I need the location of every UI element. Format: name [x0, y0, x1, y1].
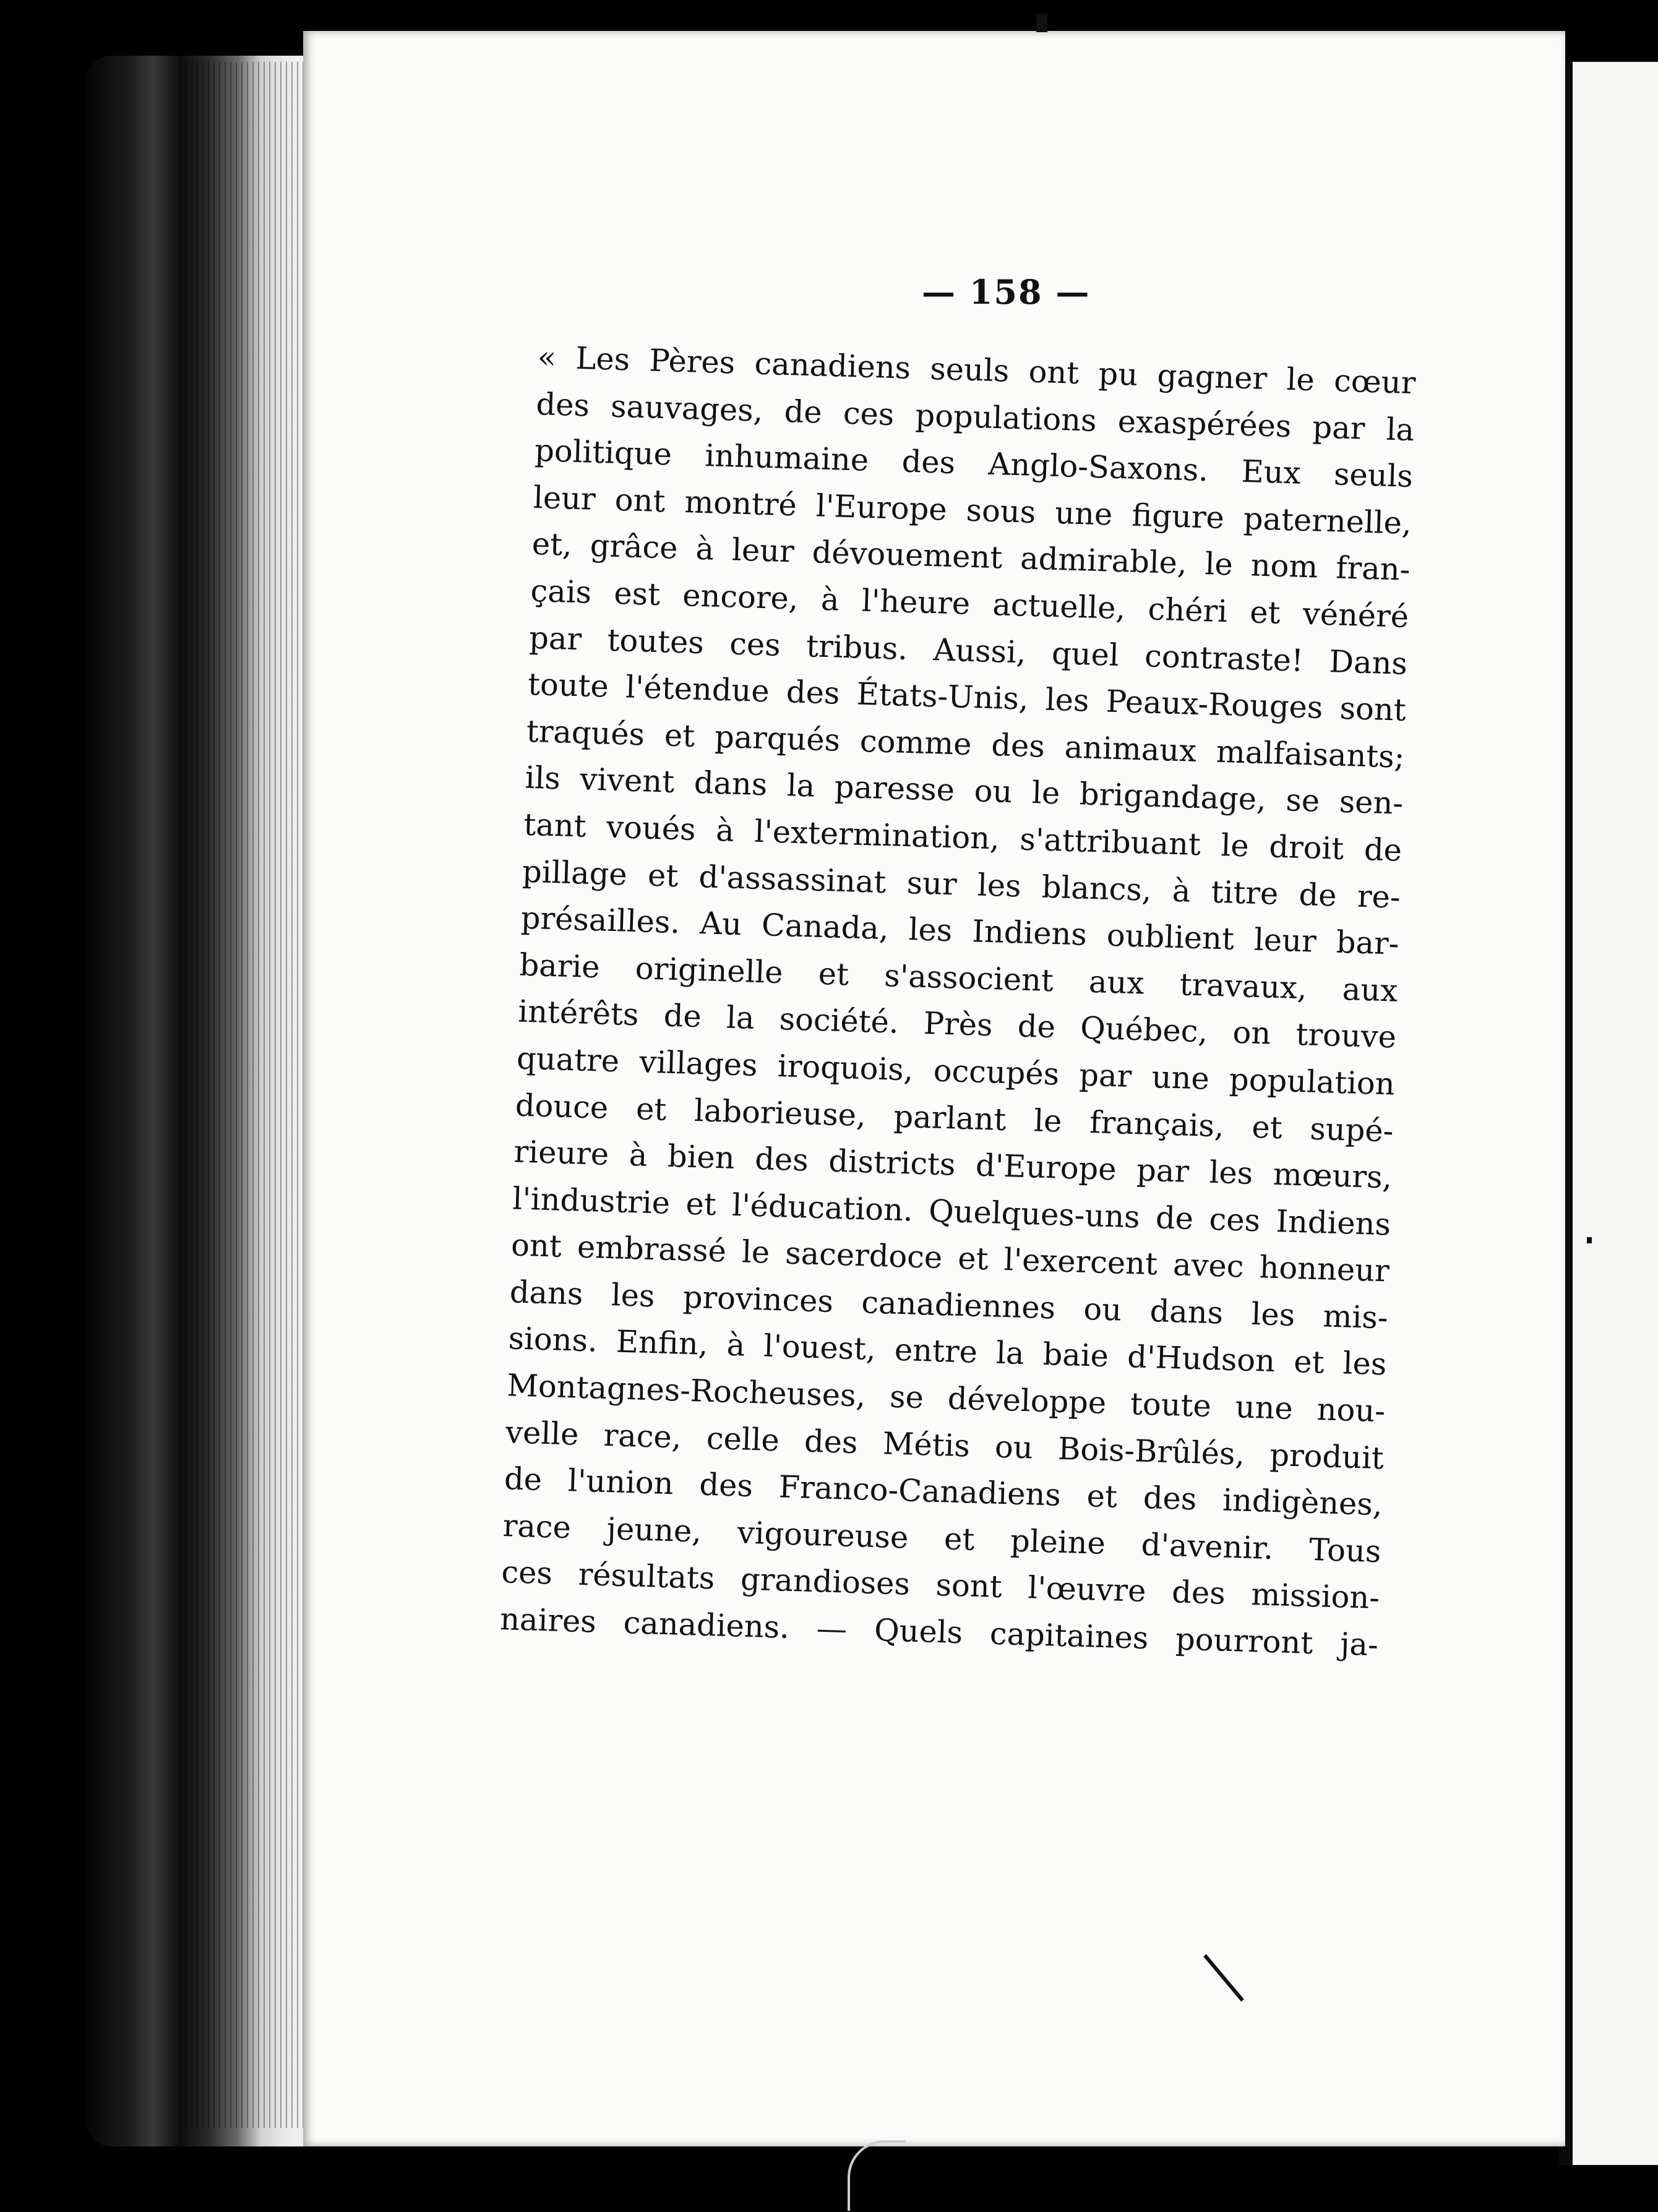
ink-speck [1036, 14, 1047, 32]
text-line: ils vivent dans la paresse ou le brigandage, se sen- [524, 760, 1404, 822]
text-line: par toutes ces tribus. Aussi, quel contraste! Dans [528, 619, 1408, 682]
text-line: rieure à bien des districts d'Europe par les mœurs, [513, 1133, 1393, 1196]
body-text [499, 334, 1416, 1695]
text-line: barie originelle et s'associent aux travaux, aux [518, 946, 1398, 1009]
text-line: leur ont montré l'Europe sous une figure paternelle, [533, 479, 1412, 541]
text-line: velle race, celle des Métis ou Bois-Brûlés, produit [505, 1413, 1385, 1476]
text-line: çais est encore, à l'heure actuelle, chéri et vénéré [530, 572, 1409, 635]
text-line: dans les provinces canadiennes ou dans les mis- [509, 1274, 1389, 1336]
text-line: naires canadiens. — Quels capitaines pourront ja- [499, 1601, 1379, 1663]
text-line: et, grâce à leur dévouement admirable, le nom fran- [531, 526, 1411, 588]
text-line: de l'union des Franco-Canadiens et des indigènes, [504, 1460, 1383, 1523]
ink-speck [1587, 1237, 1592, 1243]
text-line: toute l'étendue des États-Unis, les Peaux-Rouges sont [527, 666, 1407, 729]
text-line: Montagnes-Rocheuses, se développe toute une nou- [506, 1367, 1386, 1430]
text-line: pillage et d'assassinat sur les blancs, à titre de re- [522, 853, 1401, 915]
text-line: traqués et parqués comme des animaux malfaisants; [526, 713, 1406, 775]
text-line: politique inhumaine des Anglo-Saxons. Eux seuls [534, 432, 1414, 495]
text-line: quatre villages iroquois, occupés par une population [516, 1040, 1396, 1102]
text-line: ont embrassé le sacerdoce et l'exercent avec honneur [510, 1227, 1390, 1289]
page-number: — 158 — [922, 272, 1091, 312]
text-line: race jeune, vigoureuse et pleine d'avenir. Tous [502, 1507, 1382, 1570]
text-line: ces résultats grandioses sont l'œuvre des mission- [500, 1554, 1380, 1616]
text-line: « Les Pères canadiens seuls ont pu gagner le cœur [537, 338, 1417, 401]
text-line: des sauvages, de ces populations exaspérées par la [535, 385, 1415, 448]
page-stack-edges [186, 62, 309, 2128]
text-line: intérêts de la société. Près de Québec, on trouve [517, 993, 1397, 1055]
facing-page-edge [1559, 62, 1658, 2165]
text-line: douce et laborieuse, parlant le français, et supé- [515, 1086, 1394, 1149]
text-line: présailles. Au Canada, les Indiens oublient leur bar- [520, 899, 1400, 962]
scan-scratch [848, 2140, 906, 2211]
text-line: tant voués à l'extermination, s'attribuant le droit de [523, 806, 1402, 868]
text-line: l'industrie et l'éducation. Quelques-uns de ces Indiens [512, 1180, 1391, 1243]
text-line: sions. Enfin, à l'ouest, entre la baie d'Hudson et les [507, 1320, 1388, 1382]
